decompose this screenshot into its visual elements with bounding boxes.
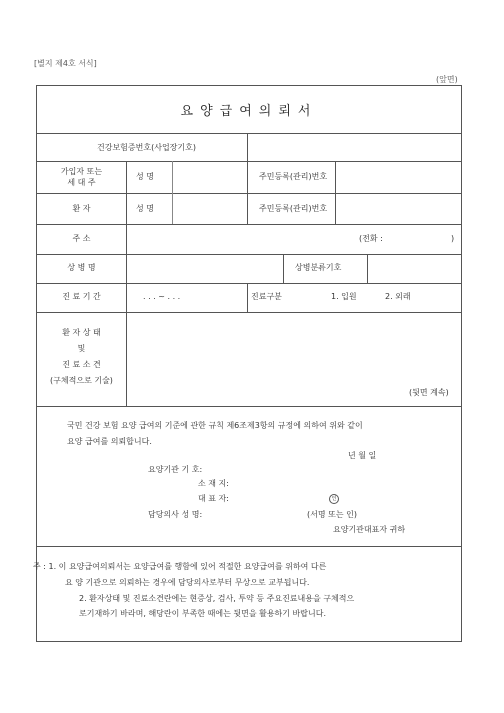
patient-name-label: 성 명 — [136, 204, 154, 213]
patient-resident-number-label: 주민등록(관리)번호 — [259, 204, 328, 213]
note-line-4: 로기재하기 바라며, 해당란이 부족한 때에는 뒷면을 활용하기 바랍니다. — [79, 609, 326, 618]
referral-form — [33, 85, 462, 642]
divider — [37, 312, 461, 313]
patient-status-label-3: 진 료 소 견 — [62, 360, 101, 369]
doctor-name-label: 담당의사 성 명: — [148, 510, 203, 519]
request-date: 년 월 일 — [348, 451, 377, 460]
subscriber-name-label: 성 명 — [136, 172, 154, 181]
treatment-type-label: 진료구분 — [251, 292, 282, 301]
divider — [37, 254, 461, 255]
address-label: 주 소 — [72, 234, 91, 243]
form-title: 요양급여의뢰서 — [180, 104, 318, 119]
divider — [283, 254, 284, 283]
subscriber-label-2: 세 대 주 — [67, 178, 96, 187]
page-side-label: (앞면) — [436, 75, 458, 84]
divider — [247, 283, 248, 312]
divider — [172, 161, 173, 224]
location-label: 소 재 지: — [198, 479, 229, 488]
form-number-label: [별지 제4호 서식] — [34, 59, 97, 68]
divider — [37, 406, 461, 407]
patient-status-label-4: (구체적으로 기술) — [50, 376, 113, 385]
institution-code-label: 요양기관 기 호: — [148, 465, 203, 474]
phone-label: (전화 : — [359, 234, 383, 243]
note-line-2: 요 양 기관으로 의뢰하는 경우에 담당의사로부터 무상으로 교부됩니다. — [65, 578, 310, 587]
note-line-3: 2. 환자상태 및 진료소견란에는 현증상, 검사, 투약 등 주요진료내용을 구체적으 — [79, 594, 355, 603]
divider — [37, 193, 461, 194]
treatment-period-value: . . . ~ . . . — [143, 292, 181, 301]
subscriber-label: 가입자 또는 — [60, 167, 103, 176]
divider — [37, 133, 461, 134]
continued-note: (뒷면 계속) — [409, 388, 449, 397]
divider — [247, 161, 248, 224]
divider — [335, 161, 336, 224]
disease-code-label: 상병분류기호 — [295, 263, 342, 272]
insurance-number-label: 건강보험증번호(사업장기호) — [97, 143, 196, 152]
divider — [37, 546, 461, 547]
phone-close: ) — [451, 234, 455, 243]
divider — [37, 224, 461, 225]
divider — [126, 161, 127, 406]
patient-status-label-2: 및 — [77, 344, 86, 353]
patient-label: 환 자 — [72, 204, 91, 213]
request-body-line-2: 요양 급여를 의뢰합니다. — [67, 437, 152, 446]
request-body-line-1: 국민 건강 보험 요양 급여의 기준에 관한 규칙 제6조제3항의 규정에 의하여 위와 같이 — [67, 421, 363, 430]
divider — [247, 133, 248, 161]
divider — [367, 254, 368, 283]
doctor-sign-note: (서명 또는 인) — [307, 510, 357, 519]
patient-status-label: 환 자 상 태 — [62, 328, 101, 337]
representative-label: 대 표 자: — [198, 494, 229, 503]
disease-name-label: 상 병 명 — [67, 263, 96, 272]
divider — [37, 161, 461, 162]
subscriber-resident-number-label: 주민등록(관리)번호 — [259, 172, 328, 181]
divider — [37, 283, 461, 284]
treatment-type-inpatient: 1. 입원 — [331, 292, 357, 301]
treatment-period-label: 진 료 기 간 — [62, 292, 101, 301]
note-line-1: 주 : 1. 이 요양급여의뢰서는 요양급여를 행함에 있어 적절한 요양급여를 위하여 다른 — [33, 562, 327, 571]
seal-mark: 인 — [329, 494, 339, 504]
addressee: 요양기관대표자 귀하 — [333, 525, 406, 534]
treatment-type-outpatient: 2. 외래 — [385, 292, 411, 301]
